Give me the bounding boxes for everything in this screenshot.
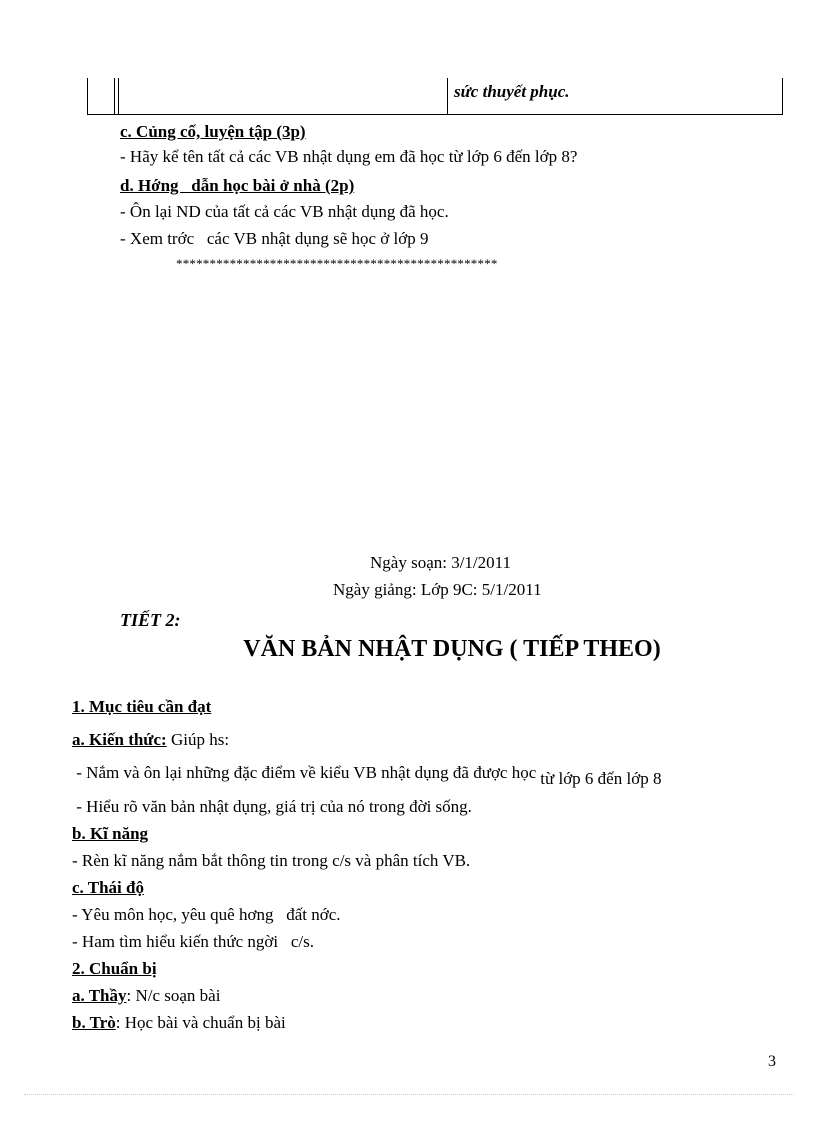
lesson-label: TIẾT 2: (120, 610, 181, 630)
knowledge-intro: Giúp hs: (166, 730, 230, 749)
teach-date: Ngày giảng: Lớp 9C: 5/1/2011 (333, 580, 542, 599)
table-divider (114, 78, 115, 114)
section-d-heading: d. Hớng dẫn học bài ở nhà (2p) (120, 176, 355, 195)
prep-heading: 2. Chuẩn bị (72, 959, 157, 978)
attitude-line-2: - Ham tìm hiểu kiến thức ngời c/s. (72, 932, 314, 951)
separator-stars: ************************************************ (176, 256, 498, 271)
skills-heading: b. Kĩ năng (72, 824, 149, 843)
prep-student-row (72, 1013, 286, 1033)
table-divider (447, 78, 448, 114)
attitude-line-1: - Yêu môn học, yêu quê hơng đất nớc. (72, 905, 341, 924)
page-bottom-rule (24, 1094, 794, 1095)
section-c-heading: c. Củng cố, luyện tập (3p) (120, 122, 306, 141)
knowledge-line-1-tail: từ lớp 6 đến lớp 8 (540, 769, 662, 788)
knowledge-heading: a. Kiến thức: (72, 730, 167, 749)
knowledge-line-2: - Hiểu rõ văn bản nhật dụng, giá trị của nó trong đời sống. (72, 797, 472, 816)
prep-date: Ngày soạn: 3/1/2011 (370, 553, 512, 572)
skills-line: - Rèn kĩ năng nắm bắt thông tin trong c/s và phân tích VB. (72, 851, 471, 870)
knowledge-line-1-main: - Nắm và ôn lại những đặc điểm về kiểu VB nhật dụng đã được học (72, 763, 537, 782)
section-c-line: - Hãy kể tên tất cả các VB nhật dụng em đã học từ lớp 6 đến lớp 8? (120, 147, 578, 166)
goals-heading: 1. Mục tiêu cần đạt (72, 697, 212, 716)
prep-student-text: : Học bài và chuẩn bị bài (115, 1013, 286, 1032)
prep-teacher-label: a. Thầy (72, 986, 127, 1005)
prep-teacher-row (72, 986, 220, 1006)
prep-teacher-text: : N/c soạn bài (126, 986, 221, 1005)
table-fragment (87, 78, 783, 115)
knowledge-line-1 (72, 763, 662, 788)
lesson-title: VĂN BẢN NHẬT DỤNG ( TIẾP THEO) (243, 636, 661, 662)
attitude-heading: c. Thái độ (72, 878, 144, 897)
knowledge-row (72, 730, 229, 750)
prep-student-label: b. Trò (72, 1013, 116, 1032)
table-cell-text: sức thuyết phục. (454, 82, 570, 101)
section-d-line-2: - Xem trớc các VB nhật dụng sẽ học ở lớp 9 (120, 229, 429, 248)
table-divider (118, 78, 119, 114)
page-number: 3 (768, 1053, 776, 1070)
section-d-line-1: - Ôn lại ND của tất cả các VB nhật dụng đã học. (120, 202, 449, 221)
